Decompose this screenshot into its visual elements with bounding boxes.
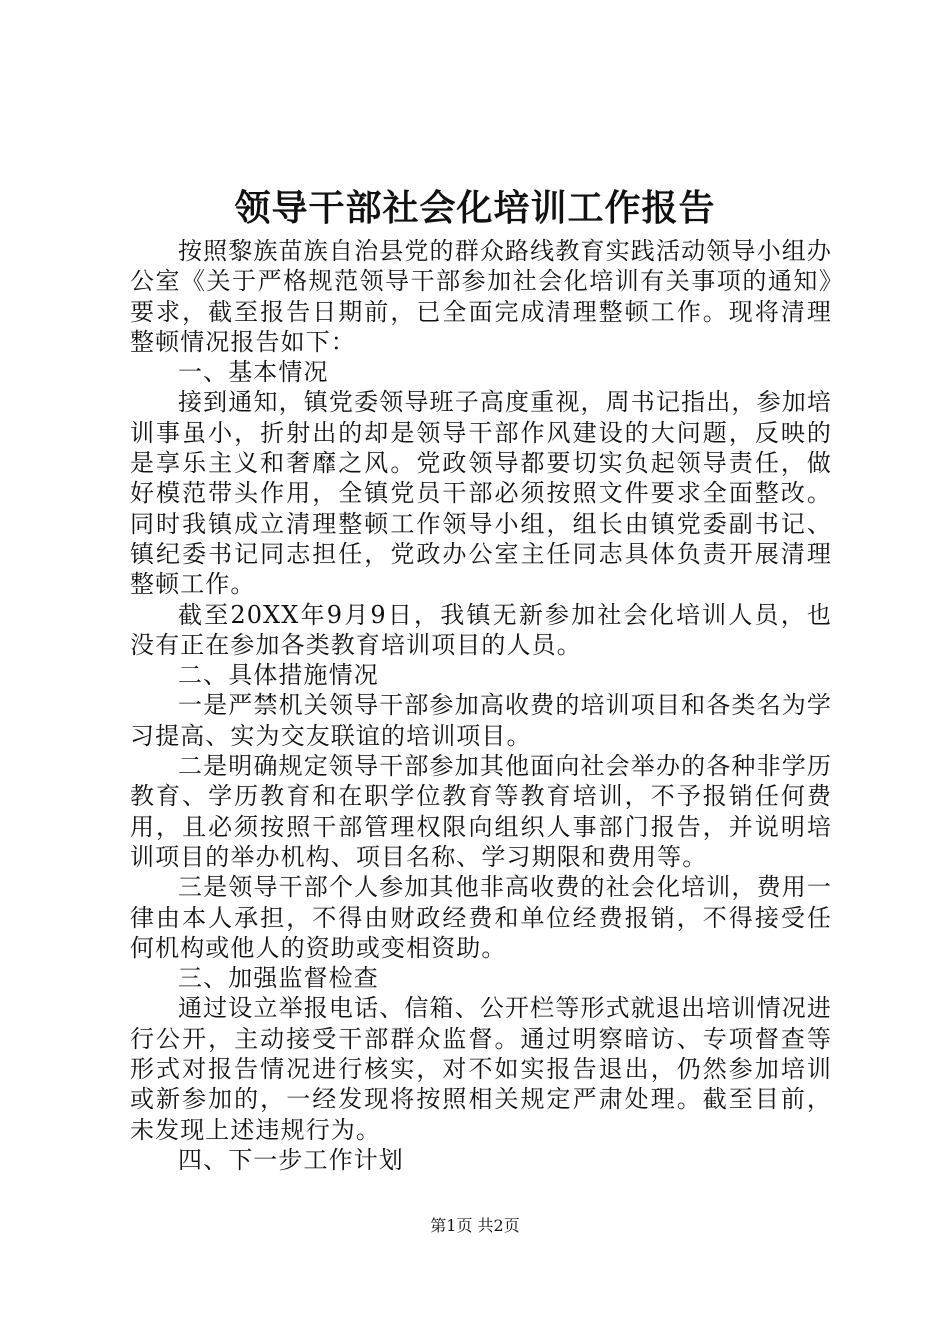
section-heading-1: 一、基本情况 — [178, 358, 329, 387]
body-paragraph: 三是领导干部个人参加其他非高收费的社会化培训，费用一律由本人承担，不得由财政经费和单位经费报销，不得接受任何机构或他人的资助或变相资助。 — [130, 873, 832, 962]
page-number-footer: 第1页 共2页 — [430, 1216, 520, 1235]
body-paragraph: 截至20XX年9月9日，我镇无新参加社会化培训人员，也没有正在参加各类教育培训项目的人员。 — [130, 600, 832, 659]
body-paragraph: 通过设立举报电话、信箱、公开栏等形式就退出培训情况进行公开，主动接受干部群众监督。通过明察暗访、专项督查等形式对报告情况进行核实，对不如实报告退出，仍然参加培训或新参加的，一经发现将按照相关规定严肃处理。截至目前，未发现上述违规行为。 — [130, 994, 832, 1144]
section-heading-2: 二、具体措施情况 — [178, 661, 379, 690]
document-title: 领导干部社会化培训工作报告 — [234, 187, 716, 229]
intro-paragraph: 按照黎族苗族自治县党的群众路线教育实践活动领导小组办公室《关于严格规范领导干部参加社会化培训有关事项的通知》要求，截至报告日期前，已全面完成清理整顿工作。现将清理整顿情况报告如下： — [130, 237, 832, 356]
body-paragraph: 接到通知，镇党委领导班子高度重视，周书记指出，参加培训事虽小，折射出的却是领导干部作风建设的大问题，反映的是享乐主义和奢靡之风。党政领导都要切实负起领导责任，做好模范带头作用，全镇党员干部必须按照文件要求全面整改。同时我镇成立清理整顿工作领导小组，组长由镇党委副书记、镇纪委书记同志担任，党政办公室主任同志具体负责开展清理整顿工作。 — [130, 388, 832, 599]
section-heading-3: 三、加强监督检查 — [178, 964, 379, 993]
document-body — [130, 236, 832, 1175]
body-paragraph: 二是明确规定领导干部参加其他面向社会举办的各种非学历教育、学历教育和在职学位教育等教育培训，不予报销任何费用，且必须按照干部管理权限向组织人事部门报告，并说明培训项目的举办机构、项目名称、学习期限和费用等。 — [130, 752, 832, 871]
section-heading-4: 四、下一步工作计划 — [178, 1145, 404, 1174]
body-paragraph: 一是严禁机关领导干部参加高收费的培训项目和各类名为学习提高、实为交友联谊的培训项目。 — [130, 691, 832, 750]
